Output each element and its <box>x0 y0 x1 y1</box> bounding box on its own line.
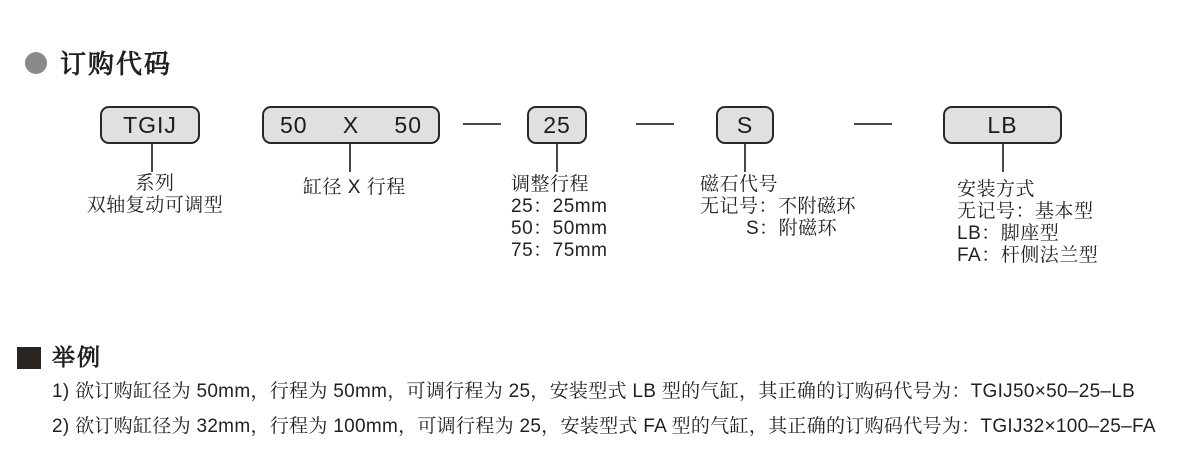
label-line: FA：杆侧法兰型 <box>957 245 1099 266</box>
code-box-series <box>100 106 200 144</box>
label-line: 75：75mm <box>511 240 608 261</box>
circle-bullet-icon <box>25 52 47 74</box>
adjust-stroke-value: 25 <box>543 111 571 138</box>
label-line: 50：50mm <box>511 218 608 239</box>
code-box-magnet <box>716 106 774 144</box>
label-line: 无记号：基本型 <box>957 201 1094 222</box>
label-group-magnet <box>700 174 856 240</box>
label-group-adjust-stroke <box>511 174 607 262</box>
example-line-2: 2) 欲订购缸径为 32mm，行程为 100mm，可调行程为 25，安装型式 FA 型的气缸，其正确的订购码代号为：TGIJ32×100–25–FA <box>52 416 1156 437</box>
leader-line-bore-stroke <box>349 144 351 172</box>
label-line: 系列 <box>135 173 175 194</box>
label-line: 25：25mm <box>511 196 608 217</box>
leader-line-magnet <box>744 144 746 172</box>
square-bullet-icon <box>17 347 41 369</box>
code-box-mounting <box>943 106 1062 144</box>
stroke-value: 50 <box>394 111 422 138</box>
leader-line-mounting <box>1002 144 1004 172</box>
connector-dash <box>636 123 674 125</box>
label-group-bore-stroke <box>303 177 406 199</box>
example-line-1: 1) 欲订购缸径为 50mm，行程为 50mm，可调行程为 25，安装型式 LB 型的气缸，其正确的订购码代号为：TGIJ50×50–25–LB <box>52 381 1136 402</box>
leader-line-series <box>151 144 153 172</box>
label-group-mounting <box>957 179 1098 267</box>
label-line: 磁石代号 <box>700 174 779 195</box>
leader-line-adjust-stroke <box>556 144 558 172</box>
example-heading: 举例 <box>52 344 102 370</box>
label-line: 无记号：不附磁环 <box>700 196 857 217</box>
connector-dash <box>463 123 501 125</box>
page-title: 订购代码 <box>60 49 173 79</box>
code-box-series-value: TGIJ <box>123 111 177 138</box>
code-box-bore-stroke <box>262 106 440 144</box>
magnet-value: S <box>736 111 754 138</box>
label-line: 缸径 X 行程 <box>303 177 406 198</box>
label-line: S：附磁环 <box>746 218 838 239</box>
label-line: LB：脚座型 <box>957 223 1060 244</box>
mounting-value: LB <box>987 111 1018 138</box>
section-header <box>25 44 172 81</box>
connector-dash <box>854 123 892 125</box>
label-line: 安装方式 <box>957 179 1036 200</box>
code-box-adjust-stroke <box>527 106 587 144</box>
label-group-series <box>85 173 225 217</box>
label-line: 调整行程 <box>511 174 590 195</box>
bore-value: 50 <box>280 111 308 138</box>
label-line: 双轴复动可调型 <box>86 195 224 216</box>
multiply-separator: X <box>342 111 360 138</box>
